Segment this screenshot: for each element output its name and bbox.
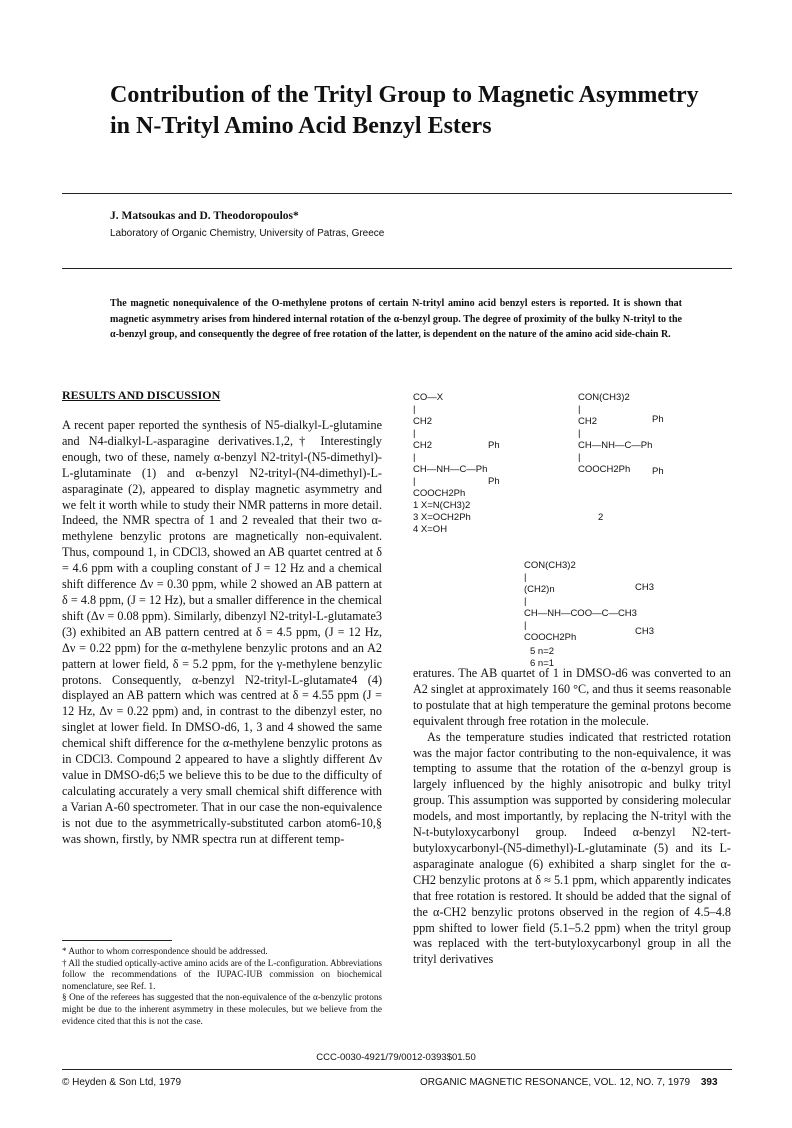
s2-label: 2 (598, 512, 604, 523)
s2-row-2: CH2 (578, 416, 598, 427)
s2-row-1: | (578, 404, 581, 415)
s3-row-4: CH—NH—COO—C—CH3 (524, 608, 637, 619)
s3-row-3: | (524, 596, 527, 607)
s3-row-5: | (524, 620, 527, 631)
s2-row-5: | (578, 452, 581, 463)
s3-label-5: 5 n=2 (530, 646, 555, 657)
left-column-text: A recent paper reported the synthesis of N5-dialkyl-L-glutamine and N4-dialkyl-L-asparagine derivatives.1,2,† Interestingly enough, two of these, namely α-benzyl N2-trityl-(N5-dimethyl)-L-glutaminate (1) and α-benzyl N2-trityl-(N4-dimethyl)-L-asparaginate (2), appeared to display magnetic asymmetry and we felt it worth while to study their NMR patterns in more detail. Indeed, the NMR spectra of 1 and 2 revealed that their two α-methylene benzylic protons are magnetically non-equivalent. Thus, compound 1, in CDCl3, showed an AB quartet centred at δ = 4.6 ppm with a coupling constant of J = 12 Hz and a chemical shift difference Δν = 0.30 ppm, while 2 showed an AB pattern at δ = 4.8 ppm, (J = 12 Hz), but a smaller difference in the chemical shift (Δν = 0.08 ppm). Similarly, dibenzyl N2-trityl-L-glutamate3 (3) exhibited an AB pattern centred at δ = 4.5 ppm, (J = 12 Hz, Δν = 0.22 ppm) for the α-methylene benzylic protons and an A2 pattern at lower field, δ = 5.2 ppm, for the γ-methylene benzylic protons. Consequently, α-benzyl N2-trityl-L-glutamate4 (4) displayed an AB pattern which was centred at δ = 4.55 ppm (J = 12 Hz, Δν = 0.22 ppm) and, in contrast to the dibenzyl ester, no singlet at lower field. In DMSO-d6, 1, 3 and 4 showed the same chemical shift difference for the α-methylene benzylic protons as in CDCl3. Compound 2 appeared to have a slightly different Δν value in DMSO-d6;5 we believe this to be due to the difficulty of calculating accurately a very small chemical shift difference with a Varian A-60 spectrometer. That in our case the non-equivalence is not due to the asymmetrically-substituted carbon atom6-10,§ was shown, firstly, by NMR spectra run at different temp- (62, 418, 382, 846)
bottom-rule (62, 1069, 732, 1070)
s1-label-3: 3 X=OCH2Ph (413, 512, 471, 523)
footnote-3: § One of the referees has suggested that the non-equivalence of the α-benzylic protons might be due to the inherent asymmetry in these molecules, but we believe from the evidence cited that this is not the case. (62, 992, 382, 1026)
article-code: CCC-0030-4921/79/0012-0393$01.50 (316, 1052, 476, 1063)
s1-row-2: CH2 (413, 416, 433, 427)
s2-row-6: COOCH2Ph (578, 464, 631, 475)
abstract: The magnetic nonequivalence of the O-methylene protons of certain N-trityl amino acid benzyl esters is reported. It is shown that magnetic asymmetry arises from hindered internal rotation of the α-benzyl group. The degree of proximity of the bulky N-trityl to the α-benzyl group, and consequently the degree of free rotation of the latter, is dependent on the nature of the amino acid side-chain R. (110, 298, 682, 340)
structure-1 (413, 392, 487, 500)
s1-row-1: | (413, 404, 416, 415)
structure-3 (524, 560, 637, 644)
journal-info (420, 1077, 718, 1088)
s2-ph-bottom: Ph (652, 466, 664, 477)
footnotes (62, 946, 382, 1027)
s2-ph-top: Ph (652, 414, 664, 425)
paper-title: Contribution of the Trityl Group to Magnetic Asymmetry in N-Trityl Amino Acid Benzyl Esters (110, 82, 699, 139)
mid-rule (62, 268, 732, 269)
s3-me-bottom: CH3 (635, 626, 655, 637)
right-column-text (413, 666, 731, 968)
right-paragraph-2: As the temperature studies indicated that restricted rotation was the major factor contributing to the non-equivalence, it was tempting to assume that the rotation of the α-benzyl group is largely influenced by the highly anisotropic and bulky trityl group. This assumption was supported by considering molecular models, and most importantly, by replacing the N-trityl with the N-t-butyloxycarbonyl group. Indeed α-benzyl N2-tert-butyloxycarbonyl-(N5-dimethyl)-L-glutaminate (5) and its L-asparaginate analogue (6) exhibited a sharp singlet for the α-CH2 benzylic protons at δ ≈ 5.1 ppm, which apparently indicates that free rotation is restored. It should be added that the signal of the α-CH2 benzylic protons observed in the region of 4.5–4.8 ppm shifted to lower field (5.1–5.2 ppm) when the trityl group was replaced with the tert-butyloxycarbonyl group in all the trityl derivatives (413, 729, 731, 967)
s3-row-1: | (524, 572, 527, 583)
s1-row-4: CH2 (413, 440, 433, 451)
s3-label-6: 6 n=1 (530, 658, 555, 669)
right-paragraph-1: eratures. The AB quartet of 1 in DMSO-d6 was converted to an A2 singlet at approximately 160 °C, and thus it seems reasonable to postulate that at high temperature the geminal protons become equivalent through free rotation in the molecule. (413, 666, 731, 728)
s2-row-3: | (578, 428, 581, 439)
s1-ph-bottom: Ph (488, 476, 500, 487)
section-heading: RESULTS AND DISCUSSION (62, 388, 221, 402)
s1-row-0: CO—X (413, 392, 444, 403)
s1-label-1: 1 X=N(CH3)2 (413, 500, 471, 511)
affiliation: Laboratory of Organic Chemistry, University of Patras, Greece (110, 228, 385, 239)
s3-me-top: CH3 (635, 582, 655, 593)
s1-row-5: | (413, 452, 416, 463)
s1-label-4: 4 X=OH (413, 524, 448, 535)
s1-ph-top: Ph (488, 440, 500, 451)
s1-row-8: COOCH2Ph (413, 488, 466, 499)
s1-row-7: | (413, 476, 416, 487)
structure-2 (578, 392, 652, 476)
journal-citation: ORGANIC MAGNETIC RESONANCE, VOL. 12, NO. 7, 1979 (420, 1077, 691, 1088)
s3-row-0: CON(CH3)2 (524, 560, 576, 571)
s2-row-4: CH—NH—C—Ph (578, 440, 653, 451)
s1-row-6: CH—NH—C—Ph (413, 464, 488, 475)
s1-labels (413, 500, 471, 536)
page-number: 393 (700, 1077, 718, 1088)
s1-row-3: | (413, 428, 416, 439)
s2-row-0: CON(CH3)2 (578, 392, 630, 403)
footnote-2: † All the studied optically-active amino acids are of the L-configuration. Abbreviations follow the recommendations of the IUPAC-IUB commission on biochemical nomenclature, see Ref. 1. (62, 957, 382, 991)
footnote-rule (62, 940, 172, 941)
copyright: © Heyden & Son Ltd, 1979 (62, 1077, 182, 1088)
footnote-1: * Author to whom correspondence should be addressed. (62, 946, 268, 956)
authors: J. Matsoukas and D. Theodoropoulos* (110, 210, 299, 222)
top-rule (62, 193, 732, 194)
s3-row-2: (CH2)n (524, 584, 555, 595)
s3-row-6: COOCH2Ph (524, 632, 577, 643)
